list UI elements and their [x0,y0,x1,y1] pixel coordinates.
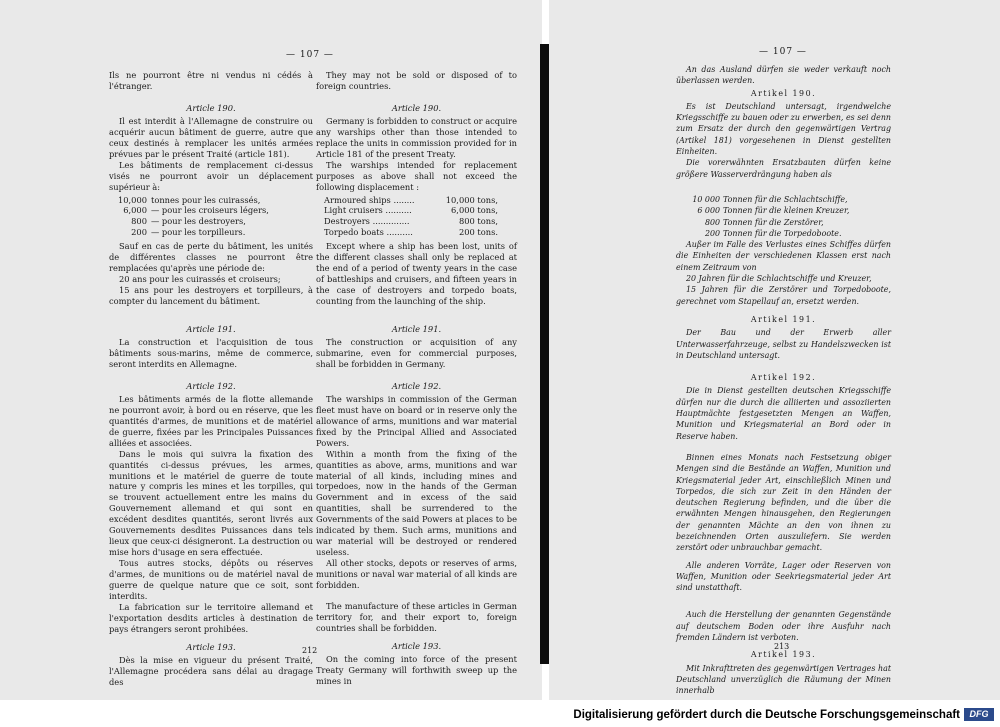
de-article-192-title: Artikel 192. [750,373,817,383]
en-192-p2: Within a month from the fixing of the quantities as above, arms, munitions and war material of all kinds, including mines and torpedoes, now in the hands of the German Government and in excess of the said quantities, shall be surrendered to the Governments of the said Powers at places to be indicated by them. Such arms, munitions and war material will be destroyed or rendered useless. [316,448,517,558]
page-header-left: — 107 — [286,50,334,60]
en-tonnage-row: Light cruisers .......... 6,000 tons, [324,205,498,216]
fr-190-p4: 20 ans pour les cuirassés et croiseurs; [119,274,281,285]
fr-tonnage-row: 6,000 — pour les croiseurs légers, [123,205,269,216]
german-column [676,64,891,697]
de-191-p1: Der Bau und der Erwerb aller Unterwasserfahrzeuge, selbst zu Handelszwecken ist in Deutschland untersagt. [676,328,891,360]
de-192-p4: Auch die Herstellung der genannten Gegenstände auf deutschem Boden oder ihre Ausfuhr nach fremden Ländern ist verboten. [676,610,891,643]
fr-article-192-title: Article 192. [186,380,236,391]
de-intro: An das Ausland dürfen sie weder verkauft noch überlassen werden. [676,65,891,86]
en-191-p1: The construction or acquisition of any submarine, even for commercial purposes, shall be forbidden in Germany. [316,337,517,369]
de-tonnage-table [676,194,891,239]
en-193-p1: On the coming into force of the present Treaty Germany will forthwith sweep up the mines in [316,653,517,686]
funding-notice: Digitalisierung gefördert durch die Deutsche Forschungsgemeinschaft [573,709,960,721]
en-article-191-title: Article 191. [391,324,442,335]
fr-192-p1: Les bâtiments armés de la flotte allemande ne pourront avoir, à bord ou en réserve, que les quantités d'armes, de munitions et de matériel de guerre, fixées par les Principales Puissances alliées et associées. [109,393,313,448]
right-page [549,0,1000,700]
fr-192-p3: Tous autres stocks, dépôts ou réserves d'armes, de munitions ou de matériel naval de guerre de quelque nature que ce soit, sont interdits. [109,558,313,601]
en-intro: They may not be sold or disposed of to foreign countries. [316,70,517,91]
de-190-p4: 20 Jahren für die Schlachtschiffe und Kreuzer, [686,274,872,284]
de-190-p2: Die vorerwähnten Ersatzbauten dürfen keine größere Wasserverdrängung haben als [676,158,891,179]
english-column [316,70,517,687]
de-tonnage-row: 800 Tonnen für die Zerstörer, [704,217,824,227]
fr-tonnage-row: 10,000 tonnes pour les cuirassés, [117,194,261,205]
fr-192-p2: Dans le mois qui suivra la fixation des quantités ci-dessus prévues, les armes, munitions et le matériel de guerre de toute nature y compris les mines et les torpilles, qui se trouvent actuellement entre les mains du Gouvernement allemand et qui sont en excédent desdites quantités, seront livrés aux Gouvernements desdites Puissances dans tels lieux que ceux-ci désigneront. La destruction ou mise hors d'usage en sera effectuée. [109,448,313,558]
de-article-193-title: Artikel 193. [750,650,817,660]
page-number-left: 212 [302,646,318,655]
french-column [109,70,313,688]
en-tonnage-table [316,195,517,239]
en-190-p3: Except where a ship has been lost, units of the different classes shall only be replaced at the end of a period of twenty years in the case of battleships and cruisers, and fifteen years in the case of destroyers and torpedo boats, counting from the launching of the ship. [316,241,517,307]
de-tonnage-row: 10 000 Tonnen für die Schlachtschiffe, [692,194,848,204]
digitization-footer [0,700,1000,727]
fr-tonnage-table [109,195,313,239]
fr-190-p2: Les bâtiments de remplacement ci-dessus visés ne pourront avoir un déplacement supérieur à: [109,159,313,192]
en-190-p2: The warships intended for replacement purposes as above shall not exceed the following displacement : [316,159,517,192]
fr-tonnage-row: 800 — pour les destroyers, [131,216,246,227]
fr-article-193-title: Article 193. [186,641,236,652]
dfg-logo: DFG [964,708,994,721]
fr-192-p4: La fabrication sur le territoire allemand et l'exportation desdits articles à destination de pays étrangers seront prohibées. [109,601,313,634]
fr-tonnage-row: 200 — pour les torpilleurs. [131,227,246,238]
page-header-right: — 107 — [759,47,807,57]
fr-article-191-title: Article 191. [186,324,236,335]
de-article-190-title: Artikel 190. [750,88,817,98]
de-article-191-title: Artikel 191. [750,314,817,324]
de-190-p3: Außer im Falle des Verlustes eines Schiffes dürfen die Einheiten der verschiedenen Klassen erst nach einem Zeitraum von [676,240,891,272]
fr-193-p1: Dès la mise en vigueur du présent Traité, l'Allemagne procédera sans délai au dragage des [109,654,313,687]
page-number-right: 213 [774,642,790,651]
de-192-p3: Alle anderen Vorräte, Lager oder Reserven von Waffen, Munition oder Seekriegsmaterial jeder Art sind unstatthaft. [676,560,891,593]
en-192-p4: The manufacture of these articles in German territory for, and their export to, foreign countries shall be forbidden. [316,600,517,633]
fr-190-p3: Sauf en cas de perte du bâtiment, les unités de différentes classes ne pourront être remplacées qu'après une période de: [109,241,313,274]
fr-190-p5: 15 ans pour les destroyers et torpilleurs, à compter du lancement du bâtiment. [109,285,313,307]
de-192-p1: Die in Dienst gestellten deutschen Kriegsschiffe dürfen nur die durch die alliierten und assoziierten Hauptmächte festgesetzten Mengen an Waffen, Munition und Kriegsmaterial an Bord oder in Reserve haben. [676,386,891,441]
de-tonnage-row: 200 Tonnen für die Torpedoboote. [704,228,842,238]
en-tonnage-row: Torpedo boats .......... 200 tons. [324,227,498,238]
en-article-190-title: Article 190. [391,102,442,113]
de-190-p5: 15 Jahren für die Zerstörer und Torpedoboote, gerechnet vom Stapellauf an, ersetzt werden. [676,285,891,306]
en-tonnage-row: Destroyers .............. 800 tons, [324,216,498,227]
de-190-p1: Es ist Deutschland untersagt, irgendwelche Kriegsschiffe zu bauen oder zu erwerben, es sei denn zum Ersatz der durch den gegenwärtigen Vertrag (Artikel 181) vorgesehenen in Dienst gestellten Einheiten. [676,101,891,157]
de-192-p2: Binnen eines Monats nach Festsetzung obiger Mengen sind die Bestände an Waffen, Munition und Kriegsmaterial jeder Art, einschließlich Minen und Torpedos, die sich zur Zeit in den Händen der deutschen Regierung befinden, und die über die erwähnten Mengen hinausgehen, den Regierungen der genannten Mächte an den von ihnen zu bezeichnenden Orten auszuliefern. Sie werden zerstört oder unbrauchbar gemacht. [676,452,891,553]
en-tonnage-row: Armoured ships ........ 10,000 tons, [324,194,498,205]
de-tonnage-row: 6 000 Tonnen für die kleinen Kreuzer, [697,206,850,216]
en-article-193-title: Article 193. [391,640,442,651]
de-193-p1: Mit Inkrafttreten des gegenwärtigen Vertrages hat Deutschland unverzüglich die Räumung der Minen innerhalb [676,663,891,696]
en-192-p3: All other stocks, depots or reserves of arms, munitions or naval war material of all kinds are forbidden. [316,558,517,591]
en-190-p1: Germany is forbidden to construct or acquire any warships other than those intended to replace the units in commission provided for in Article 181 of the present Treaty. [316,115,517,159]
fr-article-190-title: Article 190. [186,102,236,113]
fr-191-p1: La construction et l'acquisition de tous bâtiments sous-marins, même de commerce, seront interdits en Allemagne. [109,337,313,369]
en-article-192-title: Article 192. [391,380,442,391]
fr-190-p1: Il est interdit à l'Allemagne de construire ou acquérir aucun bâtiment de guerre, autre que ceux destinés à remplacer les unités armées prévues par le présent Traité (article 181). [109,115,313,159]
book-spine [540,44,549,664]
fr-intro: Ils ne pourront être ni vendus ni cédés à l'étranger. [109,70,313,91]
en-192-p1: The warships in commission of the German fleet must have on board or in reserve only the allowance of arms, munitions and war material fixed by the Principal Allied and Associated Powers. [316,393,517,448]
